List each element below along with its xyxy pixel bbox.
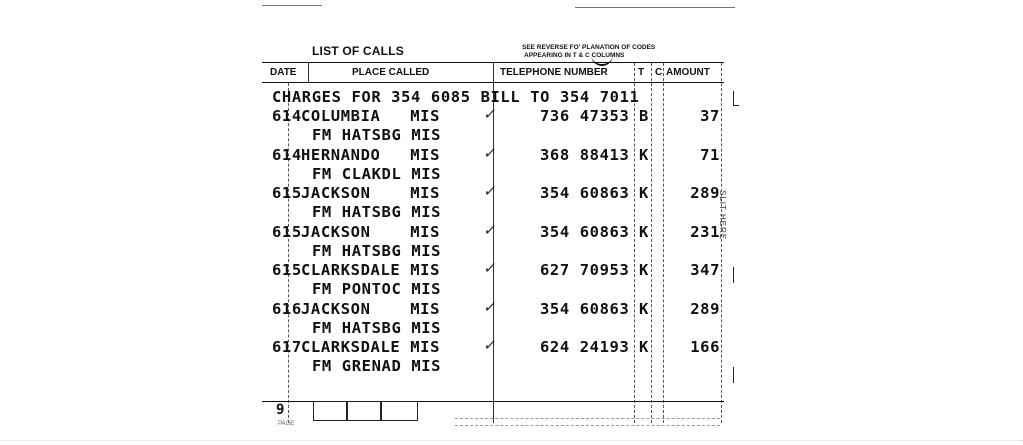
see-reverse-line-2: APPEARING IN T & C COLUMNS (524, 52, 625, 59)
call-number: 354 60863 (540, 299, 630, 318)
call-from: FM HATSBG MIS (312, 241, 442, 260)
top-rule-right (575, 7, 735, 8)
header-t: T (638, 67, 645, 78)
column-guide-c (651, 63, 652, 423)
call-number: 354 60863 (540, 222, 630, 241)
call-place: JACKSON MIS (301, 222, 441, 241)
call-amount: 37 (700, 107, 720, 125)
check-mark-icon: ✓ (482, 259, 499, 277)
check-mark-icon: ✓ (482, 336, 499, 354)
header-date: DATE (270, 67, 297, 78)
call-from: FM GRENAD MIS (312, 357, 442, 375)
footer-box-2 (347, 401, 381, 421)
call-date: 615 (272, 261, 302, 279)
call-code: K (639, 145, 649, 164)
call-from: FM HATSBG MIS (312, 126, 442, 144)
call-amount: 289 (690, 299, 720, 318)
column-guide-right (721, 63, 722, 423)
top-rule-left (262, 5, 322, 6)
header-c: C (655, 67, 663, 78)
call-number: 627 70953 (540, 261, 630, 279)
call-date: 614 (272, 145, 302, 164)
call-from: FM CLAKDL MIS (312, 164, 442, 183)
call-amount: 347 (690, 261, 720, 279)
call-code: B (639, 107, 649, 125)
call-place: CLARKSDALE MIS (301, 338, 441, 356)
header-amount: AMOUNT (666, 67, 710, 78)
call-code: K (639, 299, 649, 318)
check-mark-icon: ✓ (482, 182, 499, 200)
call-code: K (639, 261, 649, 279)
check-mark-icon: ✓ (482, 297, 499, 316)
form-title: LIST OF CALLS (312, 44, 404, 58)
footer-dashes (455, 418, 720, 419)
check-mark-icon: ✓ (482, 105, 499, 123)
call-amount: 71 (700, 145, 720, 164)
call-date: 617 (272, 338, 302, 356)
call-number: 736 47353 (540, 107, 630, 125)
check-mark-icon: ✓ (482, 143, 499, 162)
call-place: JACKSON MIS (301, 299, 441, 318)
call-from: FM PONTOC MIS (312, 280, 442, 298)
charges-summary-line: CHARGES FOR 354 6085 BILL TO 354 7011 (272, 88, 640, 106)
call-date: 614 (272, 107, 302, 125)
bracket-mark (733, 91, 739, 106)
page-number: 9 (276, 402, 285, 418)
call-place: CLARKSDALE MIS (301, 261, 441, 279)
call-number: 354 60863 (540, 184, 630, 202)
footer-dashes-lower (455, 425, 720, 426)
call-amount: 231 (690, 222, 720, 241)
call-amount: 166 (690, 338, 720, 356)
slit-here-text: SLIT HERE (718, 190, 727, 241)
call-date: 615 (272, 222, 302, 241)
see-reverse-line-1: SEE REVERSE FO' PLANATION OF CODES (522, 44, 656, 51)
call-date: 615 (272, 184, 302, 202)
call-date: 616 (272, 299, 302, 318)
right-edge-mark-2 (733, 367, 734, 383)
footer-page-label: PAGE (278, 421, 295, 427)
footer-box-1 (313, 401, 347, 421)
call-number: 624 24193 (540, 338, 630, 356)
header-place-called: PLACE CALLED (352, 67, 430, 78)
call-from: FM HATSBG MIS (312, 318, 442, 337)
call-code: K (639, 184, 649, 202)
call-amount: 289 (690, 184, 720, 202)
call-place: JACKSON MIS (301, 184, 441, 202)
call-place: COLUMBIA MIS (301, 107, 441, 125)
footer-box-3 (381, 401, 418, 421)
column-guide-amount (663, 63, 664, 423)
column-guide-date (308, 63, 309, 83)
right-edge-mark-1 (733, 267, 734, 283)
see-reverse-note (522, 44, 655, 60)
punch-notch (591, 50, 613, 66)
call-place: HERNANDO MIS (301, 145, 441, 164)
call-number: 368 88413 (540, 145, 630, 164)
call-from: FM HATSBG MIS (312, 203, 442, 221)
column-guide-date-body (288, 83, 289, 423)
call-code: K (639, 338, 649, 356)
call-code: K (639, 222, 649, 241)
column-guide-t (634, 63, 635, 423)
header-telephone-number: TELEPHONE NUMBER (500, 67, 608, 78)
bottom-page-dashes (0, 440, 1023, 441)
check-mark-icon: ✓ (482, 220, 499, 239)
